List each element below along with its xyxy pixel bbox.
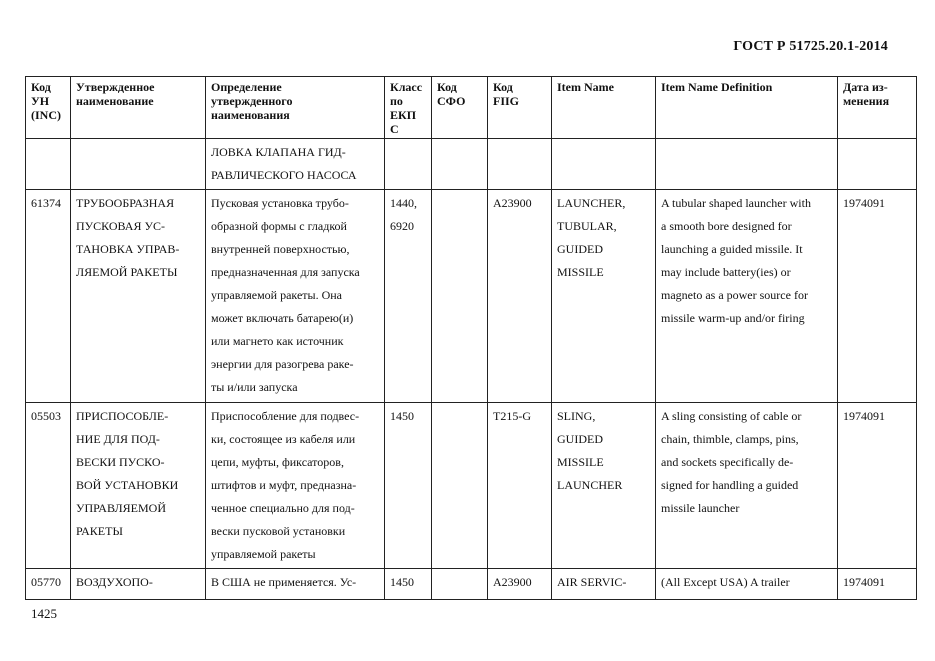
cell-text-line: MISSILE — [557, 455, 604, 469]
cell-sfo — [432, 569, 488, 600]
header-line: ЕКП — [390, 108, 417, 122]
cell-text-line: может включать батарею(и) — [211, 311, 354, 325]
table-row — [26, 403, 917, 569]
cell-text-line: ПУСКОВАЯ УС- — [76, 219, 165, 233]
header-code — [26, 77, 71, 139]
cell-text-line: 61374 — [31, 196, 61, 210]
cell-definition — [206, 190, 385, 403]
cell-code — [26, 139, 71, 190]
cell-text-line: 1440, — [390, 196, 417, 210]
cell-text-line: may include battery(ies) or — [661, 265, 791, 279]
cell-text-line: missile warm-up and/or firing — [661, 311, 805, 325]
cell-text-line: Пусковая установка трубо- — [211, 196, 349, 210]
header-line: менения — [843, 94, 890, 108]
cell-date — [838, 139, 917, 190]
header-line: Дата из- — [843, 80, 888, 94]
cell-item-name — [552, 403, 656, 569]
cell-name — [71, 403, 206, 569]
header-line: Утвержденное — [76, 80, 155, 94]
cell-fiig — [488, 569, 552, 600]
header-item-definition — [656, 77, 838, 139]
table-row — [26, 190, 917, 403]
cell-text-line: A23900 — [493, 575, 532, 589]
cell-name — [71, 569, 206, 600]
document-title: ГОСТ Р 51725.20.1-2014 — [733, 39, 888, 54]
cell-text-line: УПРАВЛЯЕМОЙ — [76, 501, 166, 515]
cell-sfo — [432, 139, 488, 190]
cell-text-line: ты и/или запуска — [211, 380, 298, 394]
page-number: 1425 — [31, 606, 57, 621]
cell-text-line: GUIDED — [557, 432, 603, 446]
cell-definition — [206, 139, 385, 190]
header-line: СФО — [437, 94, 466, 108]
cell-item-def — [656, 403, 838, 569]
cell-text-line: missile launcher — [661, 501, 740, 515]
cell-text-line: 1974091 — [843, 575, 885, 589]
cell-text-line: magneto as a power source for — [661, 288, 808, 302]
table-row — [26, 569, 917, 600]
cell-text-line: предназначенная для запуска — [211, 265, 360, 279]
cell-text-line: управляемой ракеты — [211, 547, 316, 561]
header-line: Класс — [390, 80, 423, 94]
cell-item-def — [656, 139, 838, 190]
header-line: по — [390, 94, 403, 108]
cell-item-def — [656, 190, 838, 403]
header-name — [71, 77, 206, 139]
header-definition — [206, 77, 385, 139]
header-line: FIIG — [493, 94, 520, 108]
header-line: (INC) — [31, 108, 61, 122]
header-fiig — [488, 77, 552, 139]
cell-text-line: LAUNCHER — [557, 478, 623, 492]
header-line: Код — [437, 80, 457, 94]
header-date — [838, 77, 917, 139]
cell-text-line: MISSILE — [557, 265, 604, 279]
cell-text-line: ВЕСКИ ПУСКО- — [76, 455, 165, 469]
cell-text-line: цепи, муфты, фиксаторов, — [211, 455, 344, 469]
cell-text-line: SLING, — [557, 409, 596, 423]
cell-text-line: РАКЕТЫ — [76, 524, 123, 538]
cell-text-line: ченное специально для под- — [211, 501, 355, 515]
cell-text-line: ПРИСПОСОБЛЕ- — [76, 409, 169, 423]
cell-text-line: или магнето как источник — [211, 334, 344, 348]
cell-text-line: образной формы с гладкой — [211, 219, 347, 233]
header-item-name — [552, 77, 656, 139]
cell-text-line: 1974091 — [843, 409, 885, 423]
cell-text-line: LAUNCHER, — [557, 196, 626, 210]
cell-item-name — [552, 190, 656, 403]
cell-text-line: 05503 — [31, 409, 61, 423]
classification-table — [25, 76, 917, 600]
cell-text-line: энергии для разогрева раке- — [211, 357, 354, 371]
cell-text-line: (All Except USA) A trailer — [661, 575, 790, 589]
cell-text-line: В США не применяется. Ус- — [211, 575, 357, 589]
header-line: УН — [31, 94, 50, 108]
cell-text-line: внутренней поверхностью, — [211, 242, 350, 256]
header-line: Item Name — [557, 80, 614, 94]
cell-name — [71, 139, 206, 190]
cell-class — [385, 403, 432, 569]
header-class — [385, 77, 432, 139]
header-line: Код — [493, 80, 513, 94]
cell-text-line: 1450 — [390, 409, 414, 423]
cell-code — [26, 403, 71, 569]
cell-text-line: GUIDED — [557, 242, 603, 256]
cell-text-line: ТАНОВКА УПРАВ- — [76, 242, 180, 256]
cell-text-line: T215-G — [493, 409, 531, 423]
cell-code — [26, 569, 71, 600]
cell-sfo — [432, 190, 488, 403]
header-line: Код — [31, 80, 51, 94]
cell-text-line: 1450 — [390, 575, 414, 589]
cell-text-line: A tubular shaped launcher with — [661, 196, 811, 210]
cell-fiig — [488, 139, 552, 190]
cell-date — [838, 190, 917, 403]
cell-fiig — [488, 403, 552, 569]
cell-class — [385, 190, 432, 403]
cell-text-line: launching a guided missile. It — [661, 242, 803, 256]
header-line: Item Name Definition — [661, 80, 773, 94]
header-line: С — [390, 122, 399, 136]
header-line: наименование — [76, 94, 154, 108]
cell-text-line: 6920 — [390, 219, 414, 233]
cell-text-line: ки, состоящее из кабеля или — [211, 432, 356, 446]
header-sfo — [432, 77, 488, 139]
cell-fiig — [488, 190, 552, 403]
cell-definition — [206, 403, 385, 569]
cell-class — [385, 569, 432, 600]
cell-text-line: and sockets specifically de- — [661, 455, 794, 469]
header-line: утвержденного — [211, 94, 293, 108]
cell-item-def — [656, 569, 838, 600]
cell-text-line: AIR SERVIC- — [557, 575, 627, 589]
cell-text-line: ЛОВКА КЛАПАНА ГИД- — [211, 145, 346, 159]
cell-item-name — [552, 569, 656, 600]
cell-text-line: управляемой ракеты. Она — [211, 288, 343, 302]
cell-text-line: РАВЛИЧЕСКОГО НАСОСА — [211, 168, 357, 182]
header-line: наименования — [211, 108, 290, 122]
cell-text-line: ЛЯЕМОЙ РАКЕТЫ — [76, 265, 178, 279]
cell-text-line: a smooth bore designed for — [661, 219, 792, 233]
cell-definition — [206, 569, 385, 600]
cell-text-line: НИЕ ДЛЯ ПОД- — [76, 432, 160, 446]
cell-text-line: TUBULAR, — [557, 219, 617, 233]
cell-item-name — [552, 139, 656, 190]
cell-date — [838, 569, 917, 600]
table-header-row — [26, 77, 917, 139]
cell-text-line: signed for handling a guided — [661, 478, 799, 492]
cell-text-line: вески пусковой установки — [211, 524, 346, 538]
cell-text-line: Приспособление для подвес- — [211, 409, 360, 423]
cell-text-line: ВОЙ УСТАНОВКИ — [76, 478, 179, 492]
cell-text-line: chain, thimble, clamps, pins, — [661, 432, 799, 446]
cell-text-line: штифтов и муфт, предназна- — [211, 478, 357, 492]
cell-text-line: 05770 — [31, 575, 61, 589]
cell-code — [26, 190, 71, 403]
table-row — [26, 139, 917, 190]
cell-class — [385, 139, 432, 190]
cell-text-line: ТРУБООБРАЗНАЯ — [76, 196, 175, 210]
cell-date — [838, 403, 917, 569]
cell-text-line: A23900 — [493, 196, 532, 210]
cell-text-line: A sling consisting of cable or — [661, 409, 802, 423]
cell-name — [71, 190, 206, 403]
cell-text-line: 1974091 — [843, 196, 885, 210]
cell-sfo — [432, 403, 488, 569]
header-line: Определение — [211, 80, 282, 94]
cell-text-line: ВОЗДУХОПО- — [76, 575, 153, 589]
